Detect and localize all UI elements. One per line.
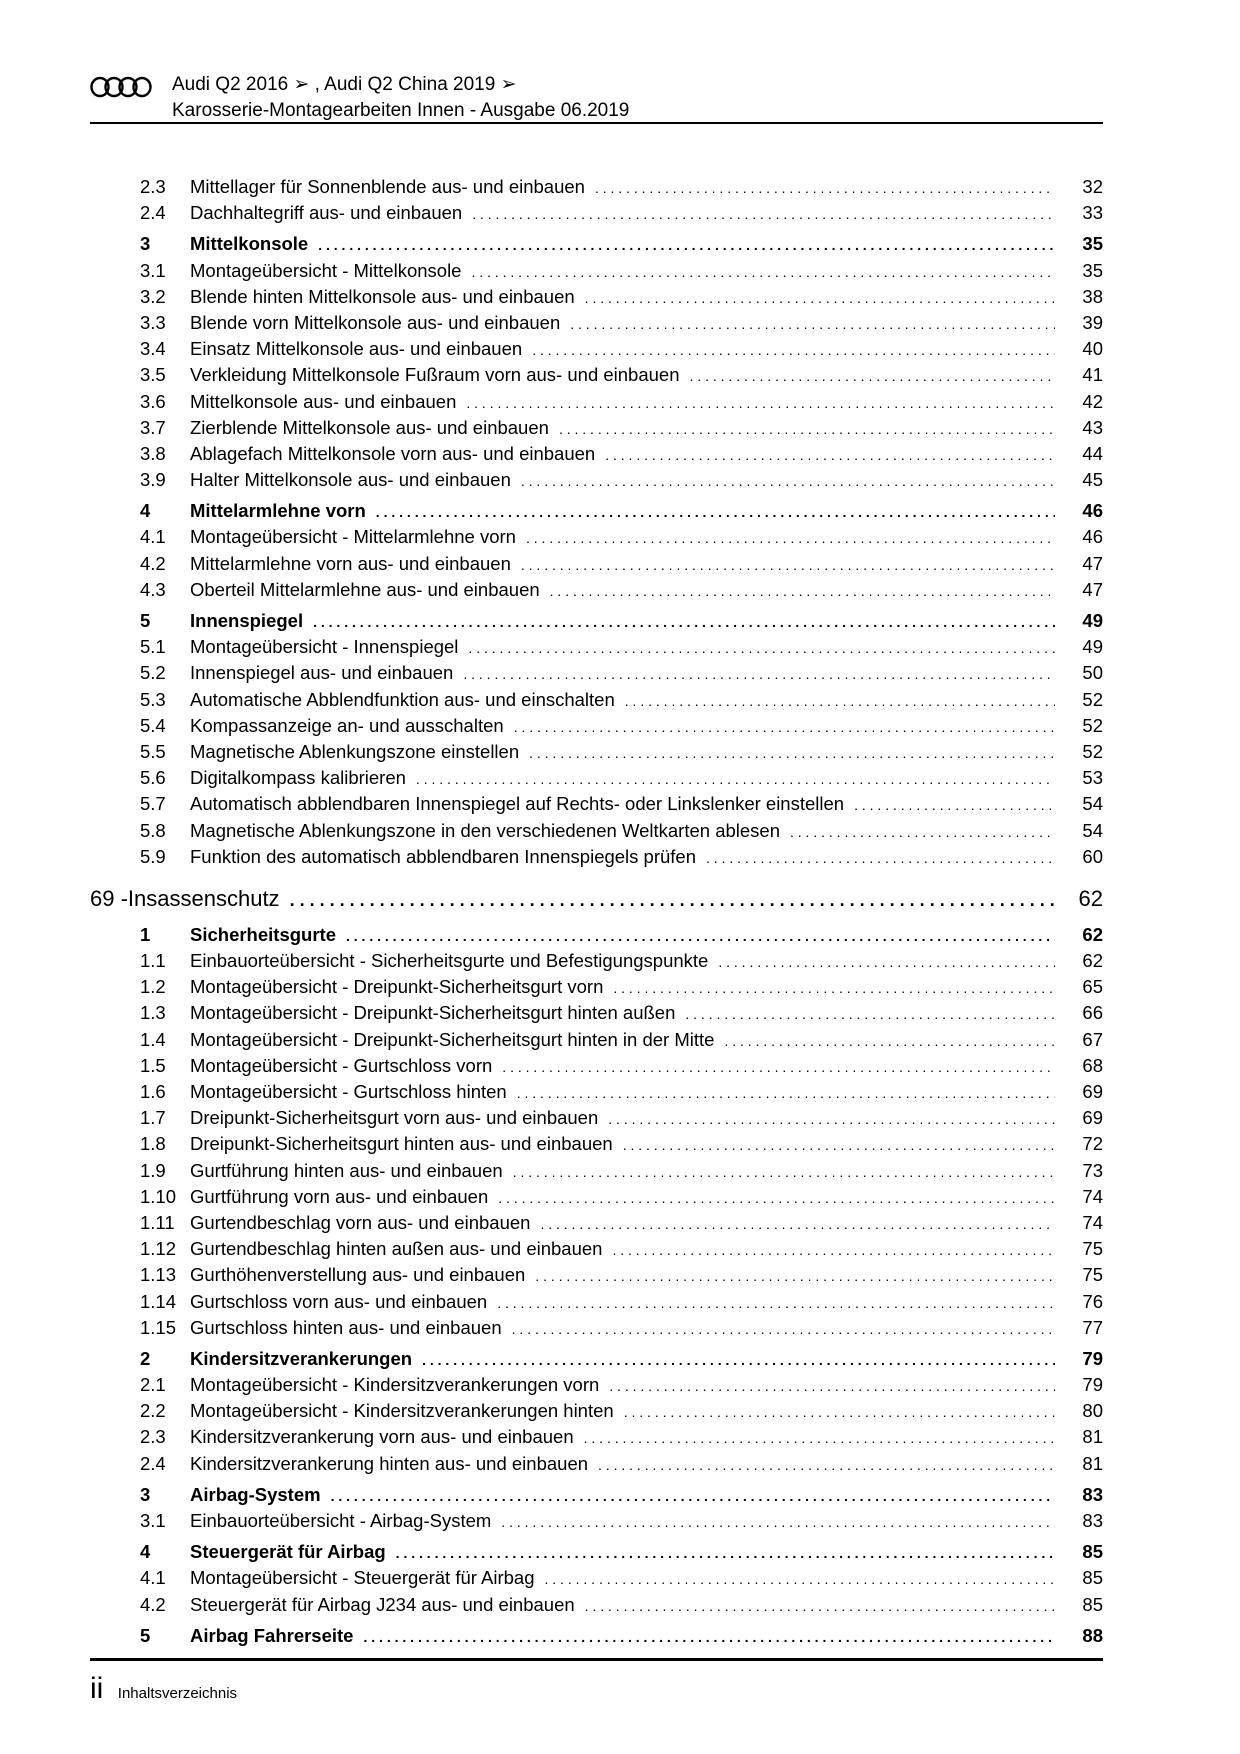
entry-number: 1.5 (140, 1054, 166, 1076)
dot-leader (718, 954, 1055, 970)
toc-entry[interactable] (90, 443, 1103, 469)
entry-number: 5.2 (140, 662, 166, 684)
dot-leader (854, 797, 1055, 813)
entry-number: 1.1 (140, 950, 166, 972)
entry-title: Montageübersicht - Innenspiegel (190, 636, 459, 658)
entry-title: Einsatz Mittelkonsole aus- und einbauen (190, 338, 523, 360)
entry-title: Montageübersicht - Dreipunkt-Sicherheitsgurt hinten außen (190, 1002, 676, 1024)
toc-entry[interactable] (90, 1160, 1103, 1186)
entry-page: 77 (1082, 1316, 1103, 1338)
entry-number: 3 (140, 233, 151, 255)
entry-page: 32 (1082, 176, 1103, 197)
entry-page: 54 (1082, 793, 1103, 815)
dot-leader (512, 1321, 1055, 1337)
toc-entry[interactable] (90, 1541, 1103, 1567)
entry-title: Kindersitzverankerung vorn aus- und einbauen (190, 1426, 574, 1448)
toc-entry[interactable] (90, 176, 1103, 202)
toc-entry[interactable] (90, 846, 1103, 872)
entry-page: 73 (1082, 1159, 1103, 1181)
entry-number: 2.4 (140, 202, 166, 224)
toc-entry[interactable] (90, 1264, 1103, 1290)
entry-page: 69 (1082, 1081, 1103, 1102)
toc-entry[interactable] (90, 1029, 1103, 1055)
entry-title: Gurtschloss hinten aus- und einbauen (190, 1316, 502, 1338)
entry-page: 81 (1082, 1452, 1103, 1474)
entry-number: 2.3 (140, 176, 166, 197)
dot-leader (595, 180, 1055, 196)
entry-page: 38 (1082, 285, 1103, 307)
entry-number: 5 (140, 610, 151, 631)
entry-title: Zierblende Mittelkonsole aus- und einbauen (190, 416, 549, 438)
entry-page: 62 (1078, 885, 1103, 911)
entry-number: 3.3 (140, 311, 166, 333)
dot-leader (396, 1545, 1055, 1561)
entry-title: Oberteil Mittelarmlehne aus- und einbauen (190, 578, 540, 600)
entry-title: Montageübersicht - Dreipunkt-Sicherheitsgurt hinten in der Mitte (190, 1028, 715, 1050)
entry-page: 43 (1082, 416, 1103, 438)
entry-title: Mittelarmlehne vorn (190, 500, 366, 522)
entry-number: 5.6 (140, 767, 166, 789)
toc-entry[interactable] (90, 1453, 1103, 1479)
toc-entry[interactable] (90, 1348, 1103, 1374)
dot-leader (585, 1598, 1055, 1614)
entry-title: Gurtführung hinten aus- und einbauen (190, 1159, 503, 1181)
dot-leader (608, 1111, 1055, 1127)
dot-leader (685, 1006, 1055, 1022)
entry-number: 5 (140, 1624, 151, 1646)
entry-number: 1.10 (140, 1185, 177, 1207)
entry-title: Einbauorteübersicht - Sicherheitsgurte und Befestigungspunkte (190, 950, 709, 972)
entry-title: Magnetische Ablenkungszone einstellen (190, 740, 520, 762)
toc-entry[interactable] (90, 662, 1103, 688)
entry-number: 4.1 (140, 1567, 166, 1589)
toc-entry[interactable] (90, 1002, 1103, 1028)
entry-number: 5.9 (140, 845, 166, 867)
entry-title: Montageübersicht - Mittelkonsole (190, 259, 462, 281)
toc-entry[interactable] (90, 1484, 1103, 1510)
toc-entry[interactable] (90, 202, 1103, 228)
dot-leader (559, 421, 1055, 437)
toc-entry[interactable] (90, 924, 1103, 950)
entry-page: 52 (1082, 688, 1103, 710)
dot-leader (598, 1457, 1055, 1473)
entry-page: 68 (1082, 1054, 1103, 1076)
toc-entry[interactable] (90, 553, 1103, 579)
entry-number: 4 (140, 1541, 151, 1563)
entry-title: Blende hinten Mittelkonsole aus- und einbauen (190, 285, 575, 307)
entry-title: Montageübersicht - Dreipunkt-Sicherheitsgurt vorn (190, 976, 604, 998)
toc-entry[interactable] (90, 1055, 1103, 1081)
footer-divider (90, 1658, 1103, 1661)
dot-leader (790, 824, 1055, 840)
dot-leader (517, 1085, 1055, 1101)
dot-leader (609, 1378, 1055, 1394)
dot-leader (613, 980, 1055, 996)
entry-page: 88 (1082, 1624, 1103, 1646)
dot-leader (532, 342, 1055, 358)
entry-page: 47 (1082, 552, 1103, 574)
entry-title: Gurtführung vorn aus- und einbauen (190, 1185, 489, 1207)
entry-number: 3.9 (140, 469, 166, 491)
entry-number: 3 (140, 1483, 151, 1505)
entry-page: 33 (1082, 202, 1103, 224)
toc-entry[interactable] (90, 1081, 1103, 1107)
dot-leader (706, 850, 1055, 866)
dot-leader (463, 666, 1055, 682)
entry-title: Ablagefach Mittelkonsole vorn aus- und einbauen (190, 442, 596, 464)
entry-page: 62 (1082, 950, 1103, 972)
toc-entry[interactable] (90, 1594, 1103, 1620)
toc-entry[interactable] (90, 1510, 1103, 1536)
entry-number: 3.5 (140, 364, 166, 386)
entry-title: Airbag-System (190, 1483, 321, 1505)
toc-entry[interactable] (90, 1107, 1103, 1133)
toc-entry[interactable] (90, 469, 1103, 495)
entry-page: 79 (1082, 1374, 1103, 1396)
header-divider (90, 122, 1103, 124)
dot-leader (363, 1629, 1055, 1645)
toc-entry[interactable] (90, 767, 1103, 793)
dot-leader (502, 1059, 1055, 1075)
toc-entry[interactable] (90, 338, 1103, 364)
entry-page: 49 (1082, 636, 1103, 658)
entry-page: 45 (1082, 469, 1103, 491)
entry-number: 5.3 (140, 688, 166, 710)
entry-number: 3.6 (140, 390, 166, 412)
entry-page: 69 (1082, 1107, 1103, 1129)
dot-leader (416, 771, 1055, 787)
dot-leader (584, 1430, 1055, 1446)
toc-entry[interactable] (90, 793, 1103, 819)
dot-leader (545, 1571, 1056, 1587)
entry-page: 66 (1082, 1002, 1103, 1024)
entry-number: 3.2 (140, 285, 166, 307)
entry-number: 2.1 (140, 1374, 166, 1396)
entry-number: 5.7 (140, 793, 166, 815)
toc-entry[interactable] (90, 636, 1103, 662)
entry-page: 80 (1082, 1400, 1103, 1422)
toc-entry[interactable] (90, 364, 1103, 390)
entry-number: 2.4 (140, 1452, 166, 1474)
entry-page: 83 (1082, 1483, 1103, 1505)
dot-leader (585, 290, 1055, 306)
entry-title: Automatisch abblendbaren Innenspiegel auf Rechts- oder Linkslenker einstellen (190, 793, 845, 815)
dot-leader (313, 614, 1055, 630)
entry-number: 2 (140, 1347, 151, 1369)
toc-entry[interactable] (90, 1291, 1103, 1317)
entry-page: 35 (1082, 259, 1103, 281)
entry-number: 69 - (90, 885, 128, 911)
page-number: ii (90, 1672, 104, 1705)
entry-title: Innenspiegel aus- und einbauen (190, 662, 454, 684)
entry-page: 79 (1082, 1347, 1103, 1369)
entry-title: Dreipunkt-Sicherheitsgurt vorn aus- und einbauen (190, 1107, 599, 1129)
entry-page: 40 (1082, 338, 1103, 360)
audi-rings-logo (90, 76, 160, 98)
entry-number: 5.4 (140, 714, 166, 736)
header-model-line: Audi Q2 2016 ➢ , Audi Q2 China 2019 ➢ (172, 74, 517, 95)
dot-leader (468, 640, 1055, 656)
entry-title: Magnetische Ablenkungszone in den verschiedenen Weltkarten ablesen (190, 819, 780, 841)
entry-title: Dreipunkt-Sicherheitsgurt hinten aus- und einbauen (190, 1133, 613, 1155)
entry-page: 81 (1082, 1426, 1103, 1448)
dot-leader (498, 1190, 1055, 1206)
entry-number: 1.3 (140, 1002, 166, 1024)
entry-title: Montageübersicht - Gurtschloss vorn (190, 1054, 493, 1076)
entry-page: 74 (1082, 1185, 1103, 1207)
dot-leader (346, 928, 1055, 944)
entry-number: 3.1 (140, 259, 166, 281)
entry-page: 54 (1082, 819, 1103, 841)
toc-entry[interactable] (90, 286, 1103, 312)
entry-number: 4.2 (140, 552, 166, 574)
entry-title: Kindersitzverankerung hinten aus- und einbauen (190, 1452, 589, 1474)
dot-leader (605, 447, 1055, 463)
entry-title: Gurtendbeschlag vorn aus- und einbauen (190, 1211, 531, 1233)
dot-leader (422, 1352, 1055, 1368)
entry-page: 46 (1082, 500, 1103, 522)
dot-leader (290, 890, 1055, 911)
entry-title: Gurthöhenverstellung aus- und einbauen (190, 1264, 526, 1286)
dot-leader (497, 1295, 1055, 1311)
entry-number: 3.7 (140, 416, 166, 438)
entry-page: 46 (1082, 526, 1103, 548)
toc-entry[interactable] (90, 417, 1103, 443)
entry-page: 75 (1082, 1264, 1103, 1286)
entry-title: Airbag Fahrerseite (190, 1624, 354, 1646)
entry-number: 1.12 (140, 1238, 177, 1260)
toc-entry[interactable] (90, 391, 1103, 417)
dot-leader (466, 395, 1055, 411)
entry-page: 75 (1082, 1238, 1103, 1260)
toc-entry[interactable] (90, 1625, 1103, 1651)
toc-entry[interactable] (90, 233, 1103, 259)
entry-page: 53 (1082, 767, 1103, 789)
toc-entry[interactable] (90, 1400, 1103, 1426)
entry-page: 67 (1082, 1028, 1103, 1050)
entry-number: 1.6 (140, 1081, 166, 1102)
entry-page: 83 (1082, 1510, 1103, 1531)
entry-number: 2.2 (140, 1400, 166, 1422)
entry-number: 4.3 (140, 578, 166, 600)
entry-title: Halter Mittelkonsole aus- und einbauen (190, 469, 511, 491)
toc-entry[interactable] (90, 1567, 1103, 1593)
entry-title: Montageübersicht - Steuergerät für Airbag (190, 1567, 535, 1589)
dot-leader (501, 1514, 1055, 1530)
entry-title: Mittelkonsole aus- und einbauen (190, 390, 457, 412)
dot-leader (521, 473, 1055, 489)
entry-title: Gurtschloss vorn aus- und einbauen (190, 1290, 488, 1312)
dot-leader (724, 1033, 1055, 1049)
dot-leader (535, 1268, 1055, 1284)
dot-leader (331, 1488, 1055, 1504)
entry-page: 85 (1082, 1593, 1103, 1615)
dot-leader (612, 1242, 1055, 1258)
header-manual-title: Karosserie-Montagearbeiten Innen - Ausgabe 06.2019 (172, 100, 630, 121)
entry-title: Einbauorteübersicht - Airbag-System (190, 1510, 492, 1531)
entry-page: 49 (1082, 610, 1103, 631)
entry-title: Funktion des automatisch abblendbaren Innenspiegels prüfen (190, 845, 697, 867)
toc-entry[interactable] (90, 886, 1103, 919)
toc-entry[interactable] (90, 950, 1103, 976)
page-footer (90, 1672, 237, 1706)
entry-title: Verkleidung Mittelkonsole Fußraum vorn aus- und einbauen (190, 364, 680, 386)
toc-entry[interactable] (90, 1186, 1103, 1212)
toc-entry[interactable] (90, 260, 1103, 286)
entry-page: 42 (1082, 390, 1103, 412)
dot-leader (472, 206, 1055, 222)
entry-number: 3.8 (140, 442, 166, 464)
entry-title: Montageübersicht - Gurtschloss hinten (190, 1081, 507, 1102)
entry-page: 44 (1082, 442, 1103, 464)
entry-title: Insassenschutz (127, 885, 280, 911)
toc-entry[interactable] (90, 689, 1103, 715)
entry-title: Gurtendbeschlag hinten außen aus- und einbauen (190, 1238, 603, 1260)
entry-page: 50 (1082, 662, 1103, 684)
entry-page: 39 (1082, 311, 1103, 333)
entry-number: 4.1 (140, 526, 166, 548)
entry-number: 1.11 (140, 1211, 175, 1233)
toc-entry[interactable] (90, 1317, 1103, 1343)
entry-number: 2.3 (140, 1426, 166, 1448)
entry-number: 4 (140, 500, 151, 522)
entry-page: 62 (1082, 923, 1103, 945)
toc-entry[interactable] (90, 312, 1103, 338)
dot-leader (318, 237, 1055, 253)
entry-title: Innenspiegel (190, 610, 304, 631)
entry-number: 1.14 (140, 1290, 177, 1312)
entry-number: 1.9 (140, 1159, 166, 1181)
dot-leader (690, 368, 1055, 384)
entry-title: Blende vorn Mittelkonsole aus- und einbauen (190, 311, 561, 333)
toc-entry[interactable] (90, 579, 1103, 605)
toc-entry[interactable] (90, 741, 1103, 767)
dot-leader (540, 1216, 1055, 1232)
dot-leader (526, 530, 1055, 546)
dot-leader (550, 583, 1055, 599)
entry-number: 3.4 (140, 338, 166, 360)
entry-page: 85 (1082, 1541, 1103, 1563)
toc-entry[interactable] (90, 1426, 1103, 1452)
entry-number: 5.1 (140, 636, 166, 658)
dot-leader (471, 264, 1055, 280)
entry-number: 1.13 (140, 1264, 177, 1286)
entry-number: 3.1 (140, 1510, 166, 1531)
dot-leader (521, 557, 1055, 573)
entry-title: Steuergerät für Airbag J234 aus- und einbauen (190, 1593, 575, 1615)
entry-number: 1.7 (140, 1107, 166, 1129)
entry-page: 60 (1082, 845, 1103, 867)
dot-leader (514, 719, 1055, 735)
toc-entry[interactable] (90, 526, 1103, 552)
dot-leader (624, 1404, 1055, 1420)
dot-leader (625, 693, 1055, 709)
entry-title: Digitalkompass kalibrieren (190, 767, 406, 789)
entry-title: Mittelarmlehne vorn aus- und einbauen (190, 552, 511, 574)
toc-entry[interactable] (90, 976, 1103, 1002)
toc-entry[interactable] (90, 1238, 1103, 1264)
entry-number: 4.2 (140, 1593, 166, 1615)
entry-page: 47 (1082, 578, 1103, 600)
dot-leader (623, 1137, 1055, 1153)
entry-page: 85 (1082, 1567, 1103, 1589)
entry-title: Automatische Abblendfunktion aus- und einschalten (190, 688, 615, 710)
entry-title: Sicherheitsgurte (190, 923, 336, 945)
dot-leader (513, 1164, 1055, 1180)
toc-entry[interactable] (90, 610, 1103, 636)
entry-page: 76 (1082, 1290, 1103, 1312)
entry-title: Steuergerät für Airbag (190, 1541, 386, 1563)
toc-entry[interactable] (90, 500, 1103, 526)
entry-page: 41 (1082, 364, 1103, 386)
entry-title: Montageübersicht - Kindersitzverankerungen hinten (190, 1400, 614, 1422)
toc-entry[interactable] (90, 1374, 1103, 1400)
entry-title: Dachhaltegriff aus- und einbauen (190, 202, 463, 224)
entry-number: 1.2 (140, 976, 166, 998)
entry-page: 52 (1082, 740, 1103, 762)
entry-title: Kompassanzeige an- und ausschalten (190, 714, 504, 736)
entry-number: 1.15 (140, 1316, 177, 1338)
toc-entry[interactable] (90, 715, 1103, 741)
dot-leader (570, 316, 1055, 332)
entry-title: Mittelkonsole (190, 233, 309, 255)
entry-title: Montageübersicht - Kindersitzverankerungen vorn (190, 1374, 600, 1396)
toc-entry[interactable] (90, 1133, 1103, 1159)
dot-leader (376, 504, 1055, 520)
entry-number: 1 (140, 923, 151, 945)
entry-number: 5.5 (140, 740, 166, 762)
toc-entry[interactable] (90, 820, 1103, 846)
entry-page: 74 (1082, 1211, 1103, 1233)
entry-page: 72 (1082, 1133, 1103, 1155)
table-of-contents (90, 176, 1103, 1651)
entry-title: Montageübersicht - Mittelarmlehne vorn (190, 526, 516, 548)
entry-page: 52 (1082, 714, 1103, 736)
footer-section: Inhaltsverzeichnis (117, 1685, 238, 1702)
dot-leader (529, 745, 1055, 761)
entry-title: Kindersitzverankerungen (190, 1347, 413, 1369)
entry-number: 1.4 (140, 1028, 166, 1050)
entry-title: Mittellager für Sonnenblende aus- und einbauen (190, 176, 585, 197)
entry-page: 65 (1082, 976, 1103, 998)
entry-page: 35 (1082, 233, 1103, 255)
entry-number: 1.8 (140, 1133, 166, 1155)
entry-number: 5.8 (140, 819, 166, 841)
toc-entry[interactable] (90, 1212, 1103, 1238)
